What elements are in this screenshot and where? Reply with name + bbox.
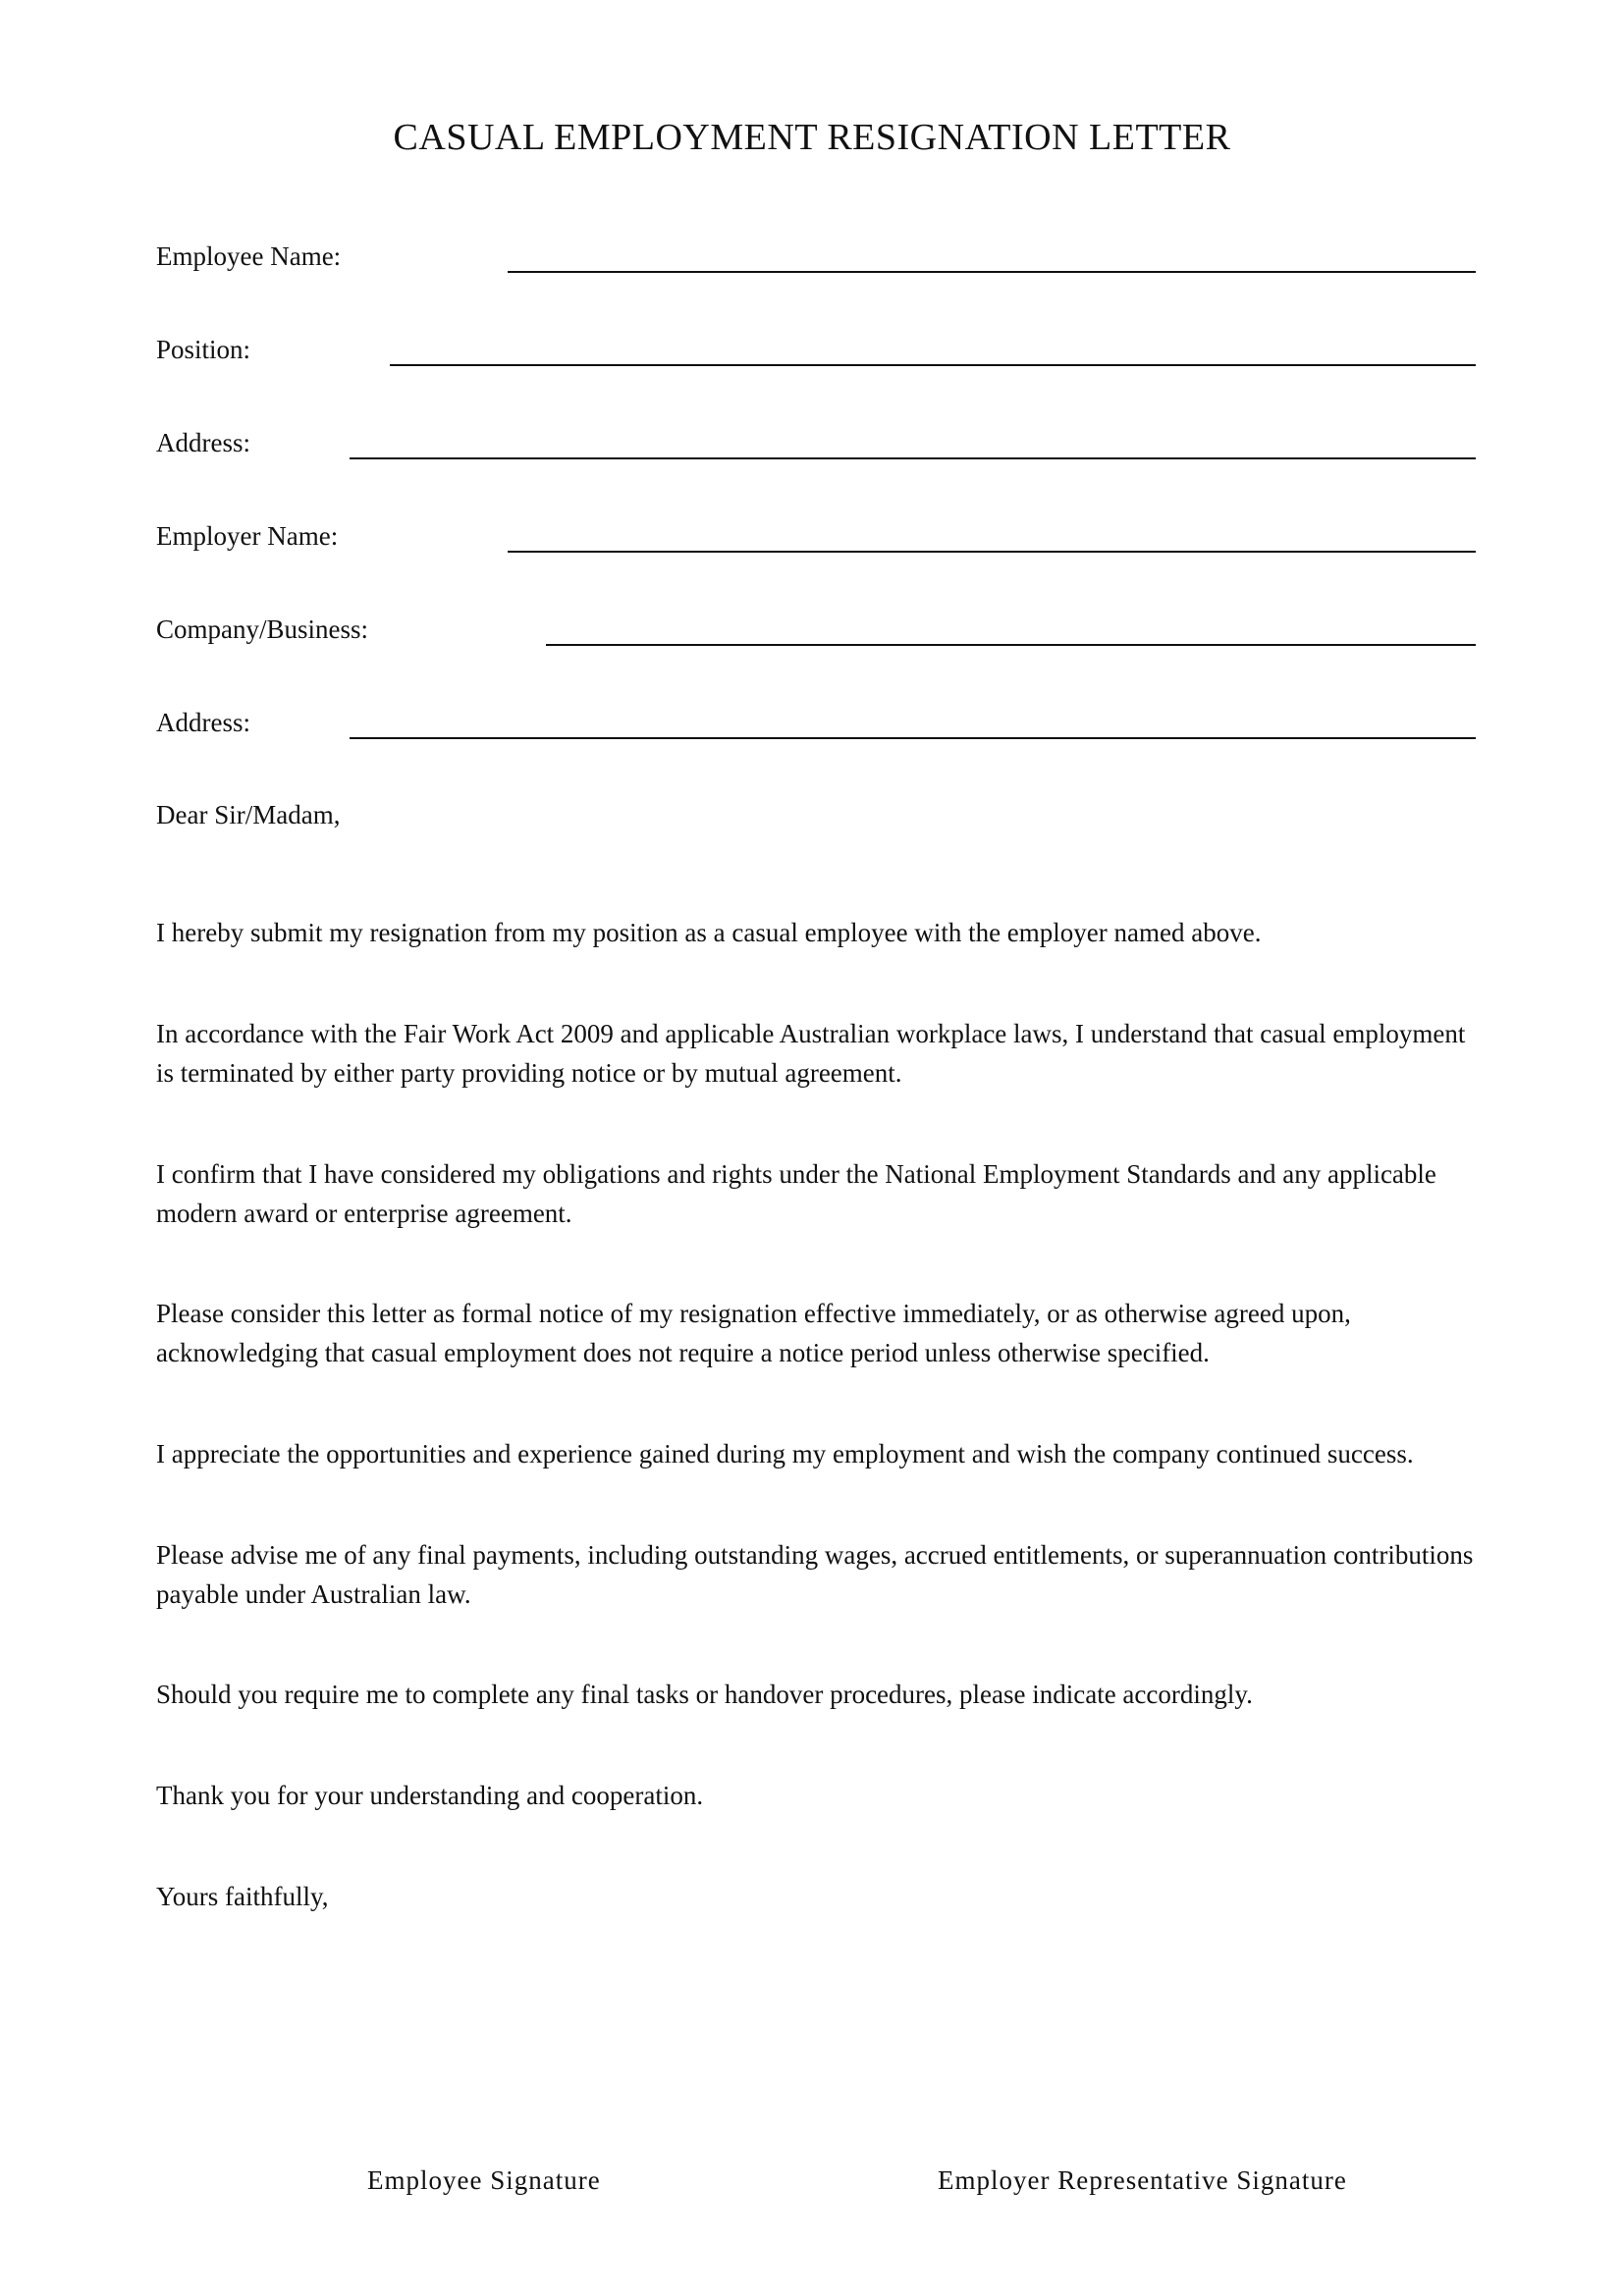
employee-signature-label: Employee Signature: [367, 2165, 601, 2195]
salutation: Dear Sir/Madam,: [156, 800, 341, 829]
company-business-label: Company/Business:: [156, 614, 369, 644]
employee-address-field[interactable]: [350, 457, 1476, 459]
body-paragraph: I confirm that I have considered my obligations and rights under the National Employment Standards and any applicable modern award or enterprise agreement.: [156, 1159, 1436, 1228]
employer-name-field[interactable]: [508, 551, 1476, 553]
closing: Yours faithfully,: [156, 1882, 329, 1911]
employer-address-label: Address:: [156, 708, 250, 737]
employee-address-label: Address:: [156, 428, 250, 457]
body-paragraph: Please consider this letter as formal notice of my resignation effective immediately, or as otherwise agreed upon, acknowledging that casual employment does not require a notice period unless otherwise specified.: [156, 1299, 1351, 1367]
employee-name-field[interactable]: [508, 271, 1476, 273]
company-business-field[interactable]: [546, 644, 1476, 646]
document-title: CASUAL EMPLOYMENT RESIGNATION LETTER: [393, 117, 1231, 158]
body-paragraph: Please advise me of any final payments, including outstanding wages, accrued entitlements, or superannuation contributions payable under Australian law.: [156, 1540, 1474, 1609]
body-paragraph: Should you require me to complete any final tasks or handover procedures, please indicate accordingly.: [156, 1680, 1253, 1709]
employer-signature-label: Employer Representative Signature: [938, 2165, 1347, 2195]
employer-address-field[interactable]: [350, 737, 1476, 739]
body-paragraph: I appreciate the opportunities and experience gained during my employment and wish the company continued success.: [156, 1439, 1414, 1468]
position-field[interactable]: [390, 364, 1476, 366]
employee-name-label: Employee Name:: [156, 241, 342, 271]
employer-name-label: Employer Name:: [156, 521, 339, 551]
body-paragraph: Thank you for your understanding and cooperation.: [156, 1781, 704, 1810]
position-label: Position:: [156, 335, 251, 364]
body-paragraph: I hereby submit my resignation from my position as a casual employee with the employer named above.: [156, 918, 1262, 947]
body-paragraph: In accordance with the Fair Work Act 2009 and applicable Australian workplace laws, I understand that casual employment is terminated by either party providing notice or by mutual agreement.: [156, 1019, 1466, 1088]
